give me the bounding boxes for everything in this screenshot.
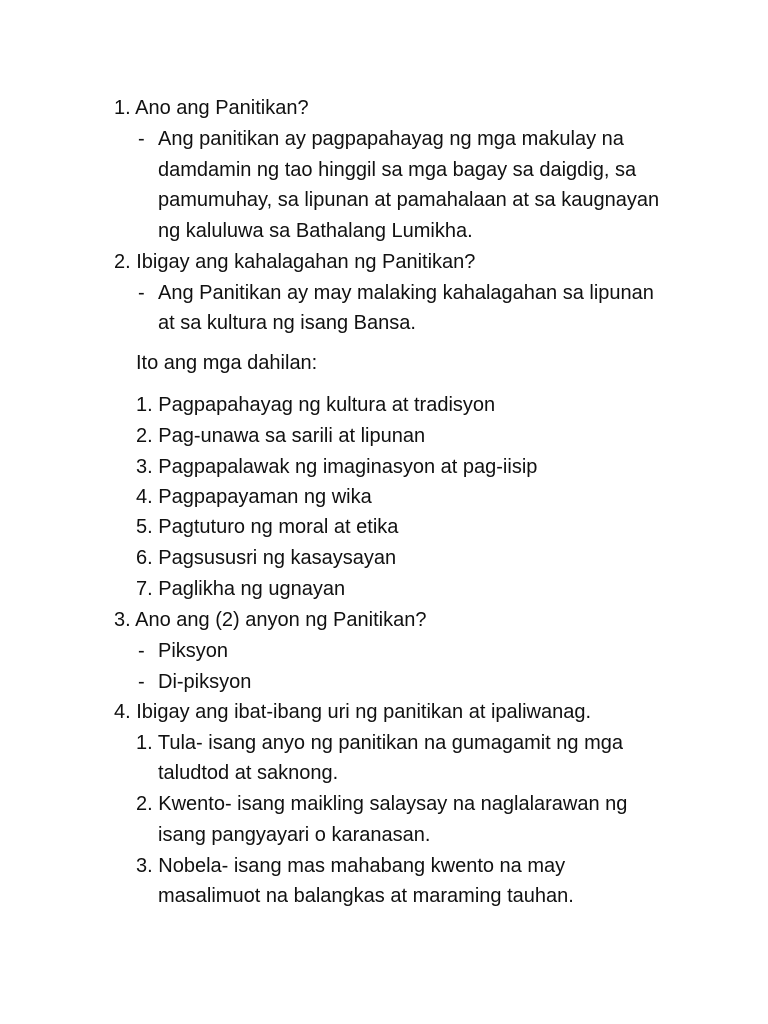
reason-item bbox=[136, 421, 425, 451]
q4-item bbox=[136, 789, 627, 819]
reason-text: Pagsususri ng kasaysayan bbox=[158, 547, 397, 569]
q1-number: 1. bbox=[114, 97, 131, 119]
q4-item-text: Tula- isang anyo ng panitikan na gumagamit ng mga bbox=[157, 732, 623, 754]
q2-answer-line: Ang Panitikan ay may malaking kahalagahan sa lipunan bbox=[158, 282, 654, 304]
reason-text: Pagpapayaman ng wika bbox=[158, 486, 372, 508]
q1-answer-line: damdamin ng tao hinggil sa mga bagay sa daigdig, sa bbox=[158, 159, 637, 181]
q4-item-text: Kwento- isang maikling salaysay na naglalarawan ng bbox=[158, 793, 628, 815]
q4-item-number: 1. bbox=[136, 732, 153, 754]
q1-answer-dash: - bbox=[138, 128, 145, 150]
reasons-intro: Ito ang mga dahilan: bbox=[136, 352, 318, 374]
q4-item-text: Nobela- isang mas mahabang kwento na may bbox=[158, 855, 566, 877]
reason-text: Pagtuturo ng moral at etika bbox=[158, 516, 399, 538]
reason-text: Paglikha ng ugnayan bbox=[158, 578, 346, 600]
q4-number: 4. bbox=[114, 701, 131, 723]
q4-item bbox=[136, 728, 623, 758]
q3-item: Di-piksyon bbox=[158, 671, 252, 693]
reason-item bbox=[136, 482, 372, 512]
q1-answer-line: Ang panitikan ay pagpapahayag ng mga makulay na bbox=[158, 128, 624, 150]
reason-number: 4. bbox=[136, 486, 153, 508]
q4-item-continuation: isang pangyayari o karanasan. bbox=[158, 824, 431, 846]
reason-item bbox=[136, 543, 396, 573]
reason-text: Pagpapahayag ng kultura at tradisyon bbox=[158, 394, 496, 416]
q2-heading bbox=[114, 247, 475, 277]
q1-heading bbox=[114, 93, 309, 123]
q1-answer-line: pamumuhay, sa lipunan at pamahalaan at sa kaugnayan bbox=[158, 189, 660, 211]
q2-answer-dash: - bbox=[138, 282, 145, 304]
reason-item bbox=[136, 390, 495, 420]
q3-number: 3. bbox=[114, 609, 131, 631]
q4-item bbox=[136, 851, 565, 881]
reason-number: 6. bbox=[136, 547, 153, 569]
q3-item-dash: - bbox=[138, 640, 145, 662]
q2-question: Ibigay ang kahalagahan ng Panitikan? bbox=[136, 251, 476, 273]
reason-number: 5. bbox=[136, 516, 153, 538]
q2-answer-line: at sa kultura ng isang Bansa. bbox=[158, 312, 416, 334]
reason-number: 3. bbox=[136, 456, 153, 478]
reason-text: Pag-unawa sa sarili at lipunan bbox=[158, 425, 426, 447]
reason-number: 2. bbox=[136, 425, 153, 447]
reason-item bbox=[136, 512, 398, 542]
q1-answer-line: ng kaluluwa sa Bathalang Lumikha. bbox=[158, 220, 473, 242]
q4-item-number: 2. bbox=[136, 793, 153, 815]
reason-item bbox=[136, 452, 537, 482]
reason-item bbox=[136, 574, 345, 604]
q1-question: Ano ang Panitikan? bbox=[135, 97, 309, 119]
q4-heading bbox=[114, 697, 591, 727]
q4-question: Ibigay ang ibat-ibang uri ng panitikan at ipaliwanag. bbox=[136, 701, 592, 723]
reason-number: 1. bbox=[136, 394, 153, 416]
q4-item-continuation: masalimuot na balangkas at maraming tauhan. bbox=[158, 885, 574, 907]
q3-heading bbox=[114, 605, 426, 635]
q3-question: Ano ang (2) anyon ng Panitikan? bbox=[135, 609, 427, 631]
q4-item-number: 3. bbox=[136, 855, 153, 877]
reason-number: 7. bbox=[136, 578, 153, 600]
q3-item: Piksyon bbox=[158, 640, 229, 662]
q3-item-dash: - bbox=[138, 671, 145, 693]
reason-text: Pagpapalawak ng imaginasyon at pag-iisip bbox=[158, 456, 538, 478]
q2-number: 2. bbox=[114, 251, 131, 273]
q4-item-continuation: taludtod at saknong. bbox=[158, 762, 339, 784]
